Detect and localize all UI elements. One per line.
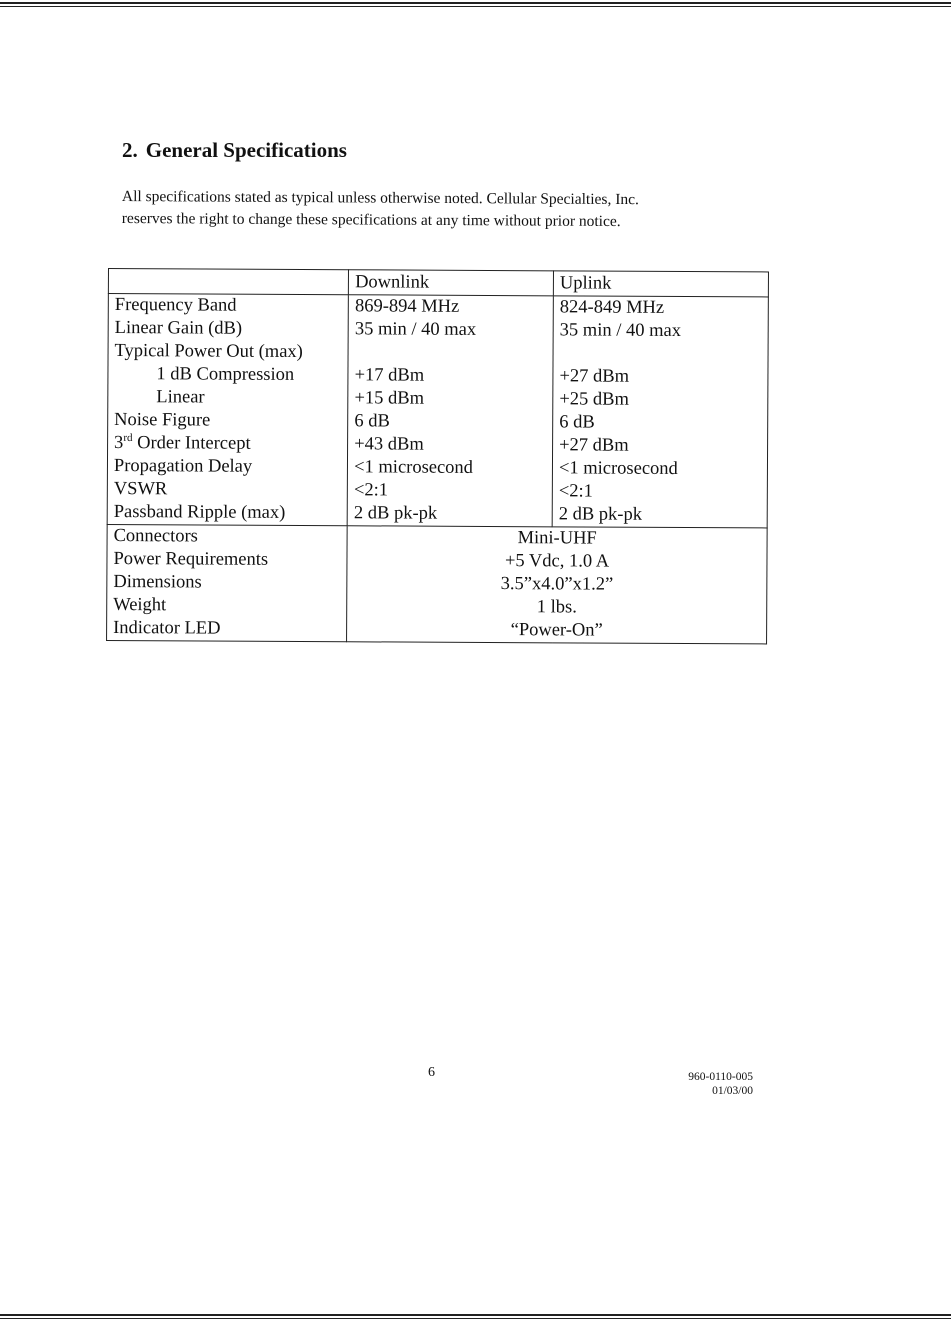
top-rule-thin	[0, 6, 951, 7]
intro-line: reserves the right to change these specifications at any time without prior notice.	[121, 209, 621, 231]
uplink-linear: +25 dBm	[559, 389, 629, 410]
header-uplink: Uplink	[553, 271, 768, 297]
doc-number: 960-0110-005	[688, 1071, 753, 1083]
downlink-linear: +15 dBm	[354, 388, 425, 409]
uplink-vswr: <2:1	[558, 481, 593, 502]
uplink-frequency-band: 824-849 MHz	[559, 297, 665, 318]
intercept-superscript: rd	[123, 431, 133, 444]
uplink-intercept: +27 dBm	[559, 435, 629, 456]
value-weight: 1 lbs.	[536, 597, 577, 618]
uplink-noise-figure: 6 dB	[559, 412, 595, 433]
header-cell-empty	[108, 269, 348, 295]
label-linear-gain: Linear Gain (dB)	[114, 318, 243, 339]
header-downlink: Downlink	[349, 270, 554, 296]
downlink-propagation-delay: <1 microsecond	[354, 457, 474, 478]
label-intercept	[114, 432, 341, 456]
general-labels-cell	[107, 524, 348, 641]
downlink-vswr: <2:1	[353, 480, 389, 501]
downlink-noise-figure: 6 dB	[354, 411, 390, 432]
label-power-requirements: Power Requirements	[113, 549, 269, 570]
rf-spec-row	[107, 294, 768, 528]
label-passband-ripple: Passband Ripple (max)	[113, 502, 286, 523]
downlink-passband-ripple: 2 dB pk-pk	[353, 503, 438, 524]
doc-date: 01/03/00	[712, 1085, 753, 1097]
intercept-suffix: Order Intercept	[132, 433, 251, 454]
spec-table-container	[106, 268, 769, 651]
downlink-compression: +17 dBm	[354, 365, 425, 386]
page-number: 6	[428, 1065, 435, 1080]
spec-table	[106, 268, 769, 644]
uplink-values-cell	[552, 296, 768, 528]
top-rule	[0, 2, 951, 4]
document-id	[620, 1070, 753, 1098]
general-values-cell	[347, 526, 767, 644]
downlink-intercept: +43 dBm	[354, 434, 424, 455]
section-heading	[122, 138, 347, 163]
downlink-blank	[355, 341, 547, 365]
value-connectors: Mini-UHF	[517, 528, 597, 549]
uplink-passband-ripple: 2 dB pk-pk	[558, 504, 643, 525]
uplink-linear-gain: 35 min / 40 max	[559, 320, 682, 342]
uplink-propagation-delay: <1 microsecond	[558, 458, 678, 479]
table-header-row	[108, 269, 768, 297]
bottom-rule-thin	[0, 1318, 951, 1319]
downlink-frequency-band: 869-894 MHz	[354, 296, 460, 317]
label-typical-power-out: Typical Power Out (max)	[114, 341, 303, 363]
value-dimensions: 3.5”x4.0”x1.2”	[500, 574, 614, 595]
intercept-prefix: 3	[114, 433, 124, 454]
label-dimensions: Dimensions	[113, 572, 202, 593]
label-linear: Linear	[156, 387, 205, 408]
uplink-blank	[560, 342, 762, 366]
downlink-linear-gain: 35 min / 40 max	[354, 319, 477, 340]
uplink-compression: +27 dBm	[559, 366, 630, 387]
section-number: 2.	[122, 138, 138, 162]
rf-labels-cell	[107, 294, 348, 526]
section-title: General Specifications	[145, 138, 347, 162]
label-frequency-band: Frequency Band	[114, 295, 237, 316]
value-indicator-led: “Power-On”	[510, 620, 603, 641]
downlink-values-cell	[347, 295, 553, 527]
label-compression: 1 dB Compression	[156, 364, 295, 385]
label-propagation-delay: Propagation Delay	[113, 456, 253, 477]
value-power-requirements: +5 Vdc, 1.0 A	[504, 551, 610, 572]
intro-line: All specifications stated as typical unless otherwise noted. Cellular Specialties, Inc.	[121, 187, 639, 209]
general-spec-row	[107, 524, 768, 643]
label-weight: Weight	[113, 595, 167, 616]
label-indicator-led: Indicator LED	[113, 618, 221, 639]
bottom-rule	[0, 1314, 951, 1316]
label-noise-figure: Noise Figure	[114, 410, 211, 431]
label-vswr: VSWR	[113, 479, 168, 500]
intro-paragraph	[122, 186, 762, 234]
label-connectors: Connectors	[113, 526, 198, 547]
